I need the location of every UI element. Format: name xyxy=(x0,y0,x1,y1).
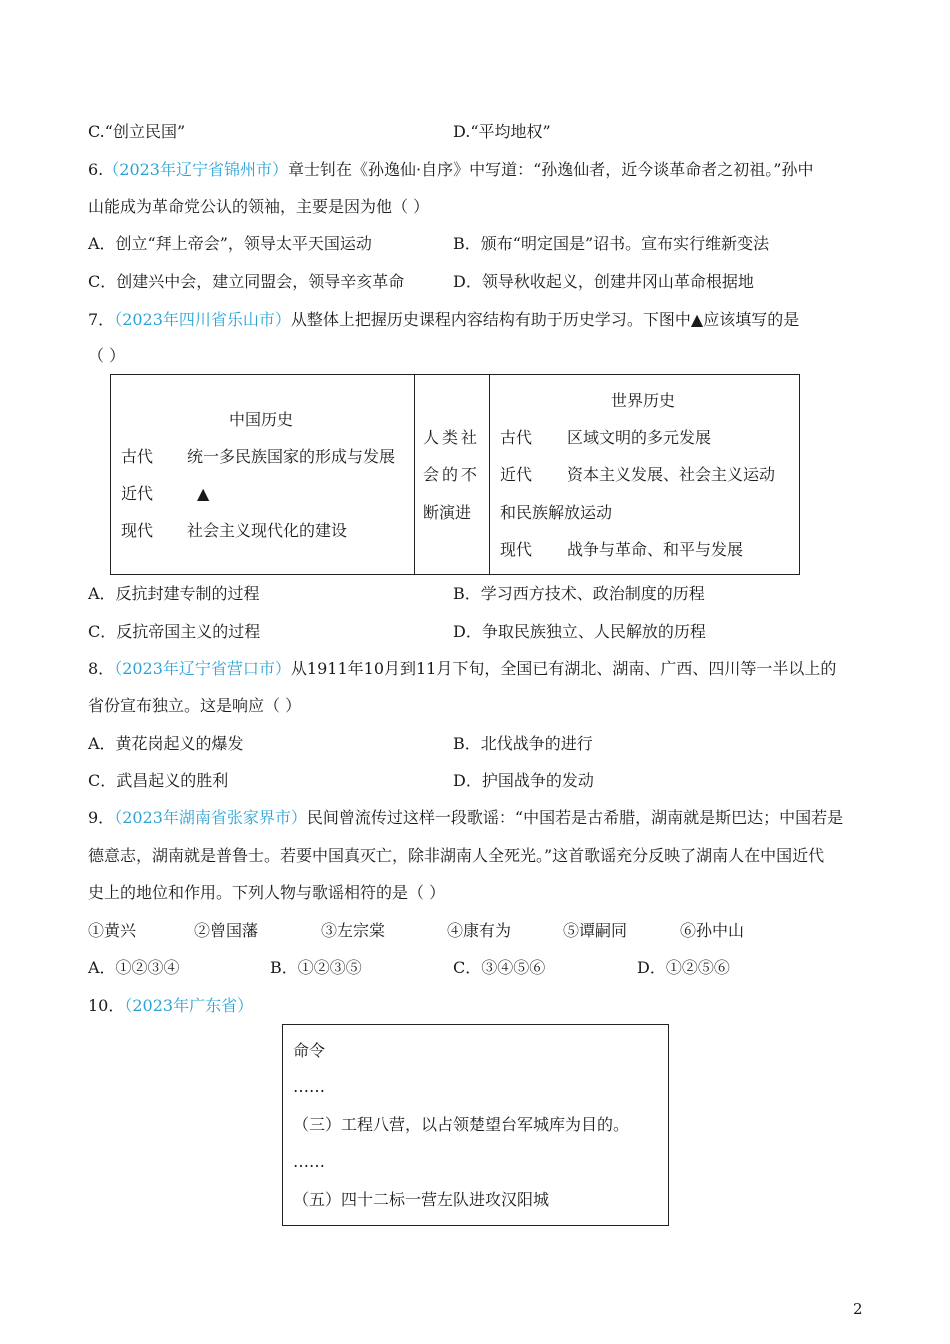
china-era: 古代 xyxy=(121,447,154,466)
q6-option-a: A．创立“拜上帝会”，领导太平天国运动 xyxy=(88,234,372,253)
order-item: （五）四十二标一营左队进攻汉阳城 xyxy=(293,1190,550,1209)
q9-person: ④康有为 xyxy=(447,921,512,940)
china-era: 近代 xyxy=(121,484,154,503)
q7-number: 7． xyxy=(88,310,115,329)
q6-option-b: B．颁布“明定国是”诏书。宣布实行维新变法 xyxy=(453,234,770,253)
q6-stem-line1 xyxy=(88,160,813,180)
q8-option-d: D．护国战争的发动 xyxy=(453,771,594,790)
world-content: 和民族解放运动 xyxy=(500,503,613,522)
q9-option-a: A．①②③④ xyxy=(88,958,180,977)
world-content: 区域文明的多元发展 xyxy=(567,428,712,447)
q8-number: 8． xyxy=(88,659,115,678)
ellipsis: …… xyxy=(293,1077,325,1096)
q9-option-d: D．①②⑤⑥ xyxy=(637,958,730,977)
world-history-title: 世界历史 xyxy=(611,391,676,410)
q9-person: ⑤谭嗣同 xyxy=(563,921,628,940)
q8-option-a: A．黄花岗起义的爆发 xyxy=(88,734,244,753)
table-divider xyxy=(489,375,490,574)
ellipsis: …… xyxy=(293,1152,325,1171)
q8-option-c: C．武昌起义的胜利 xyxy=(88,771,229,790)
world-era: 近代 xyxy=(500,465,533,484)
q8-stem-line1 xyxy=(88,659,836,679)
q5-option-d: D.“平均地权” xyxy=(453,122,551,141)
q10-source: （2023年广东省） xyxy=(124,996,254,1015)
table-divider xyxy=(414,375,415,574)
q6-option-d: D．领导秋收起义，创建井冈山革命根据地 xyxy=(453,272,754,291)
q6-option-c: C．创建兴中会，建立同盟会，领导辛亥革命 xyxy=(88,272,405,291)
q10-stem xyxy=(88,996,253,1016)
q8-text1: 从1911年10月到11月下旬，全国已有湖北、湖南、广西、四川等一半以上的 xyxy=(290,659,837,678)
q7-source: （2023年四川省乐山市） xyxy=(114,310,291,329)
triangle-blank-icon: ▲ xyxy=(197,484,210,503)
q6-number: 6. xyxy=(88,160,104,179)
q5-option-c: C.“创立民国” xyxy=(88,122,186,141)
q10-order-box xyxy=(282,1024,669,1226)
q8-stem-line2: 省份宣布独立。这是响应（ ） xyxy=(88,696,302,715)
q8-source: （2023年辽宁省营口市） xyxy=(114,659,291,678)
q7-stem-line1 xyxy=(88,310,799,330)
middle-text: 断演进 xyxy=(423,503,472,522)
q6-text1: 章士钊在《孙逸仙·自序》中写道：“孙逸仙者，近今谈革命者之初祖。”孙中 xyxy=(288,160,814,179)
q7-option-a: A．反抗封建专制的过程 xyxy=(88,584,260,603)
q9-stem-line2: 德意志，湖南就是普鲁士。若要中国真灭亡，除非湖南人全死光。”这首歌谣充分反映了湖南人在中国近代 xyxy=(88,846,825,865)
china-era: 现代 xyxy=(121,521,154,540)
q6-source: （2023年辽宁省锦州市） xyxy=(103,160,288,179)
page-number: 2 xyxy=(853,1300,863,1318)
q9-number: 9． xyxy=(88,808,115,827)
china-history-title: 中国历史 xyxy=(229,410,294,429)
q9-text1: 民间曾流传过这样一段歌谣：“中国若是古希腊，湖南就是斯巴达；中国若是 xyxy=(306,808,844,827)
q7-text1: 从整体上把握历史课程内容结构有助于历史学习。下图中▲应该填写的是 xyxy=(290,310,800,329)
world-content: 资本主义发展、社会主义运动 xyxy=(567,465,776,484)
world-content: 战争与革命、和平与发展 xyxy=(567,540,744,559)
china-content: 社会主义现代化的建设 xyxy=(187,521,348,540)
world-era: 现代 xyxy=(500,540,533,559)
q10-number: 10． xyxy=(88,996,125,1015)
q7-history-table xyxy=(110,374,800,575)
q9-person: ⑥孙中山 xyxy=(680,921,745,940)
order-heading: 命令 xyxy=(293,1041,326,1060)
q9-stem-line3: 史上的地位和作用。下列人物与歌谣相符的是（ ） xyxy=(88,883,446,902)
order-item: （三）工程八营，以占领楚望台军城库为目的。 xyxy=(293,1115,630,1134)
q9-person: ②曾国藩 xyxy=(194,921,259,940)
q7-stem-line2: （ ） xyxy=(88,346,126,365)
q9-person: ①黄兴 xyxy=(88,921,137,940)
middle-text: 会的不 xyxy=(423,465,481,484)
q9-person: ③左宗棠 xyxy=(321,921,386,940)
q7-option-d: D．争取民族独立、人民解放的历程 xyxy=(453,622,706,641)
middle-text: 人类社 xyxy=(423,428,481,447)
world-era: 古代 xyxy=(500,428,533,447)
q9-stem-line1 xyxy=(88,808,843,828)
q7-option-b: B．学习西方技术、政治制度的历程 xyxy=(453,584,705,603)
q9-option-c: C．③④⑤⑥ xyxy=(453,958,546,977)
q6-stem-line2: 山能成为革命党公认的领袖，主要是因为他（ ） xyxy=(88,197,430,216)
q9-source: （2023年湖南省张家界市） xyxy=(114,808,307,827)
q8-option-b: B．北伐战争的进行 xyxy=(453,734,593,753)
q7-option-c: C．反抗帝国主义的过程 xyxy=(88,622,261,641)
china-content: 统一多民族国家的形成与发展 xyxy=(187,447,396,466)
q9-option-b: B．①②③⑤ xyxy=(270,958,362,977)
